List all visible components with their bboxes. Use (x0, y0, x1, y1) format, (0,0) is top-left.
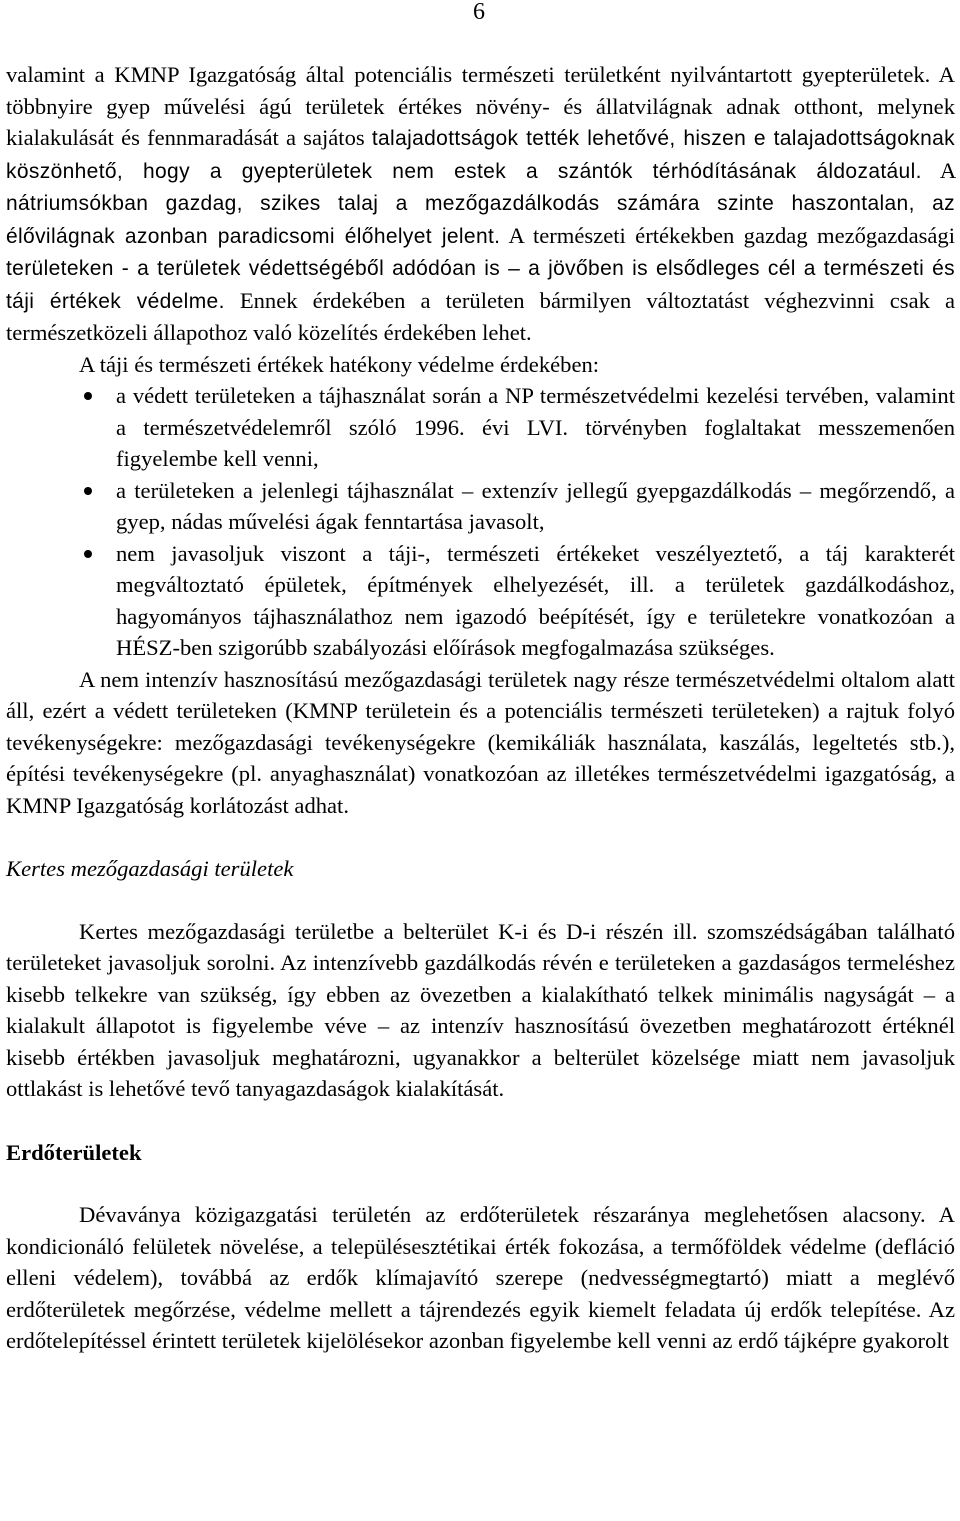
list-item-text: nem javasoljuk viszont a táji-, természeti értékeket veszélyeztető, a táj karakterét megváltoztató épületek, építmények elhelyezését, ill. a területek gazdálkodáshoz, hagyományos tájhasználathoz nem igazodó beépítését, így e területekre vonatkozóan a HÉSZ-ben szigorúbb szabályozási előírások megfogalmazása szükséges. (116, 540, 955, 660)
page-content (6, 59, 955, 1357)
paragraph-text-sans: nátriumsókban gazdag, szikes talaj a mezőgazdálkodás számára szinte haszontalan, az élővilágnak azonban paradicsomi élőhelyet jelent. (6, 192, 955, 248)
paragraph-text-sans: területeken - a területek védettségéből adódóan is – a jövőben is elsődleges cél a természeti és táji értékek védelme. (6, 257, 955, 313)
bullet-icon (84, 550, 92, 558)
paragraph-text: Ennek érdekében a területen bármilyen változtatást véghezvinni csak a természetközeli állapothoz való közelítés érdekében lehet. (6, 287, 955, 345)
bullet-list (6, 380, 955, 664)
list-item-text: a védett területeken a tájhasználat során a NP természetvédelmi kezelési tervében, valamint a természetvédelemről szóló 1996. évi LVI. törvényben foglaltakat messzemenően figyelembe kell venni, (116, 383, 955, 471)
list-item (116, 475, 955, 538)
list-item (116, 538, 955, 664)
paragraph-text: A többnyire gyep művelési ágú területek értékes növény- és állatvilágnak adnak otthont, melynek kialakulását és fennmaradását a sajátos (6, 62, 955, 150)
section-heading-erdoteruletek: Erdőterületek (6, 1139, 142, 1165)
paragraph-text-sans: talajadottságok tették lehetővé, hiszen e talajadottságoknak köszönhető, hogy a gyepterületek nem estek a szántók térhódításának áldozatául. (6, 127, 956, 183)
paragraph-kertes: Kertes mezőgazdasági területbe a belterület K-i és D-i részén ill. szomszédságában található területeket javasoljuk sorolni. Az intenzívebb gazdálkodás révén e területeken a gazdaságos termeléshez kisebb telkekre van szükség, így ebben az övezetben a kialakítható telkek minimális nagyságát – a kialakult állapotot is figyelembe véve – az intenzív hasznosítású övezetben meghatározott értéknél kisebb értékben javasoljuk meghatározni, ugyanakkor a belterület közelsége miatt nem javasoljuk ottlakást is lehetővé tevő tanyagazdaságok kialakítását. (6, 918, 955, 1101)
paragraph-erdoteruletek: Dévaványa közigazgatási területén az erdőterületek részaránya meglehetősen alacsony. A kondicionáló felületek növelése, a településesztétikai érték fokozása, a termőföldek védelme (defláció elleni védelem), továbbá az erdők klímajavító szerepe (nedvességmegtartó) miatt a meglévő erdőterületek megőrzése, védelme mellett a tájrendezés egyik kiemelt feladata új erdők telepítése. Az erdőtelepítéssel érintett területek kijelölésekor azonban figyelembe kell venni az erdő tájképre gyakorolt (6, 1202, 955, 1353)
page-number: 6 (473, 0, 485, 25)
paragraph-gyepteruletek (6, 59, 955, 349)
paragraph-vedelem-intro: A táji és természeti értékek hatékony védelme érdekében: (79, 351, 600, 377)
list-item-text: a területeken a jelenlegi tájhasználat – extenzív jellegű gyepgazdálkodás – megőrzendő, a gyep, nádas művelési ágak fenntartása javasolt, (116, 477, 955, 534)
paragraph-text: A természeti értékekben gazdag mezőgazdasági (500, 222, 955, 248)
section-heading-kertes: Kertes mezőgazdasági területek (6, 856, 294, 881)
bullet-icon (84, 487, 92, 495)
list-item (116, 380, 955, 475)
paragraph-text: valamint a KMNP Igazgatóság által potenciális természeti területként nyilvántartott gyepterületek. (6, 62, 931, 87)
paragraph-text: A (921, 157, 955, 183)
paragraph-nem-intenziv: A nem intenzív hasznosítású mezőgazdasági területek nagy része természetvédelmi oltalom alatt áll, ezért a védett területeken (KMNP területein és a potenciális természeti területeken) a rajtuk folyó tevékenységekre: mezőgazdasági tevékenységekre (kemikáliák használata, kaszálás, legeltetés stb.), építési tevékenységekre (pl. anyaghasználat) vonatkozóan az illetékes természetvédelmi igazgatóság, a KMNP Igazgatóság korlátozást adhat. (6, 666, 955, 818)
bullet-icon (84, 392, 92, 400)
